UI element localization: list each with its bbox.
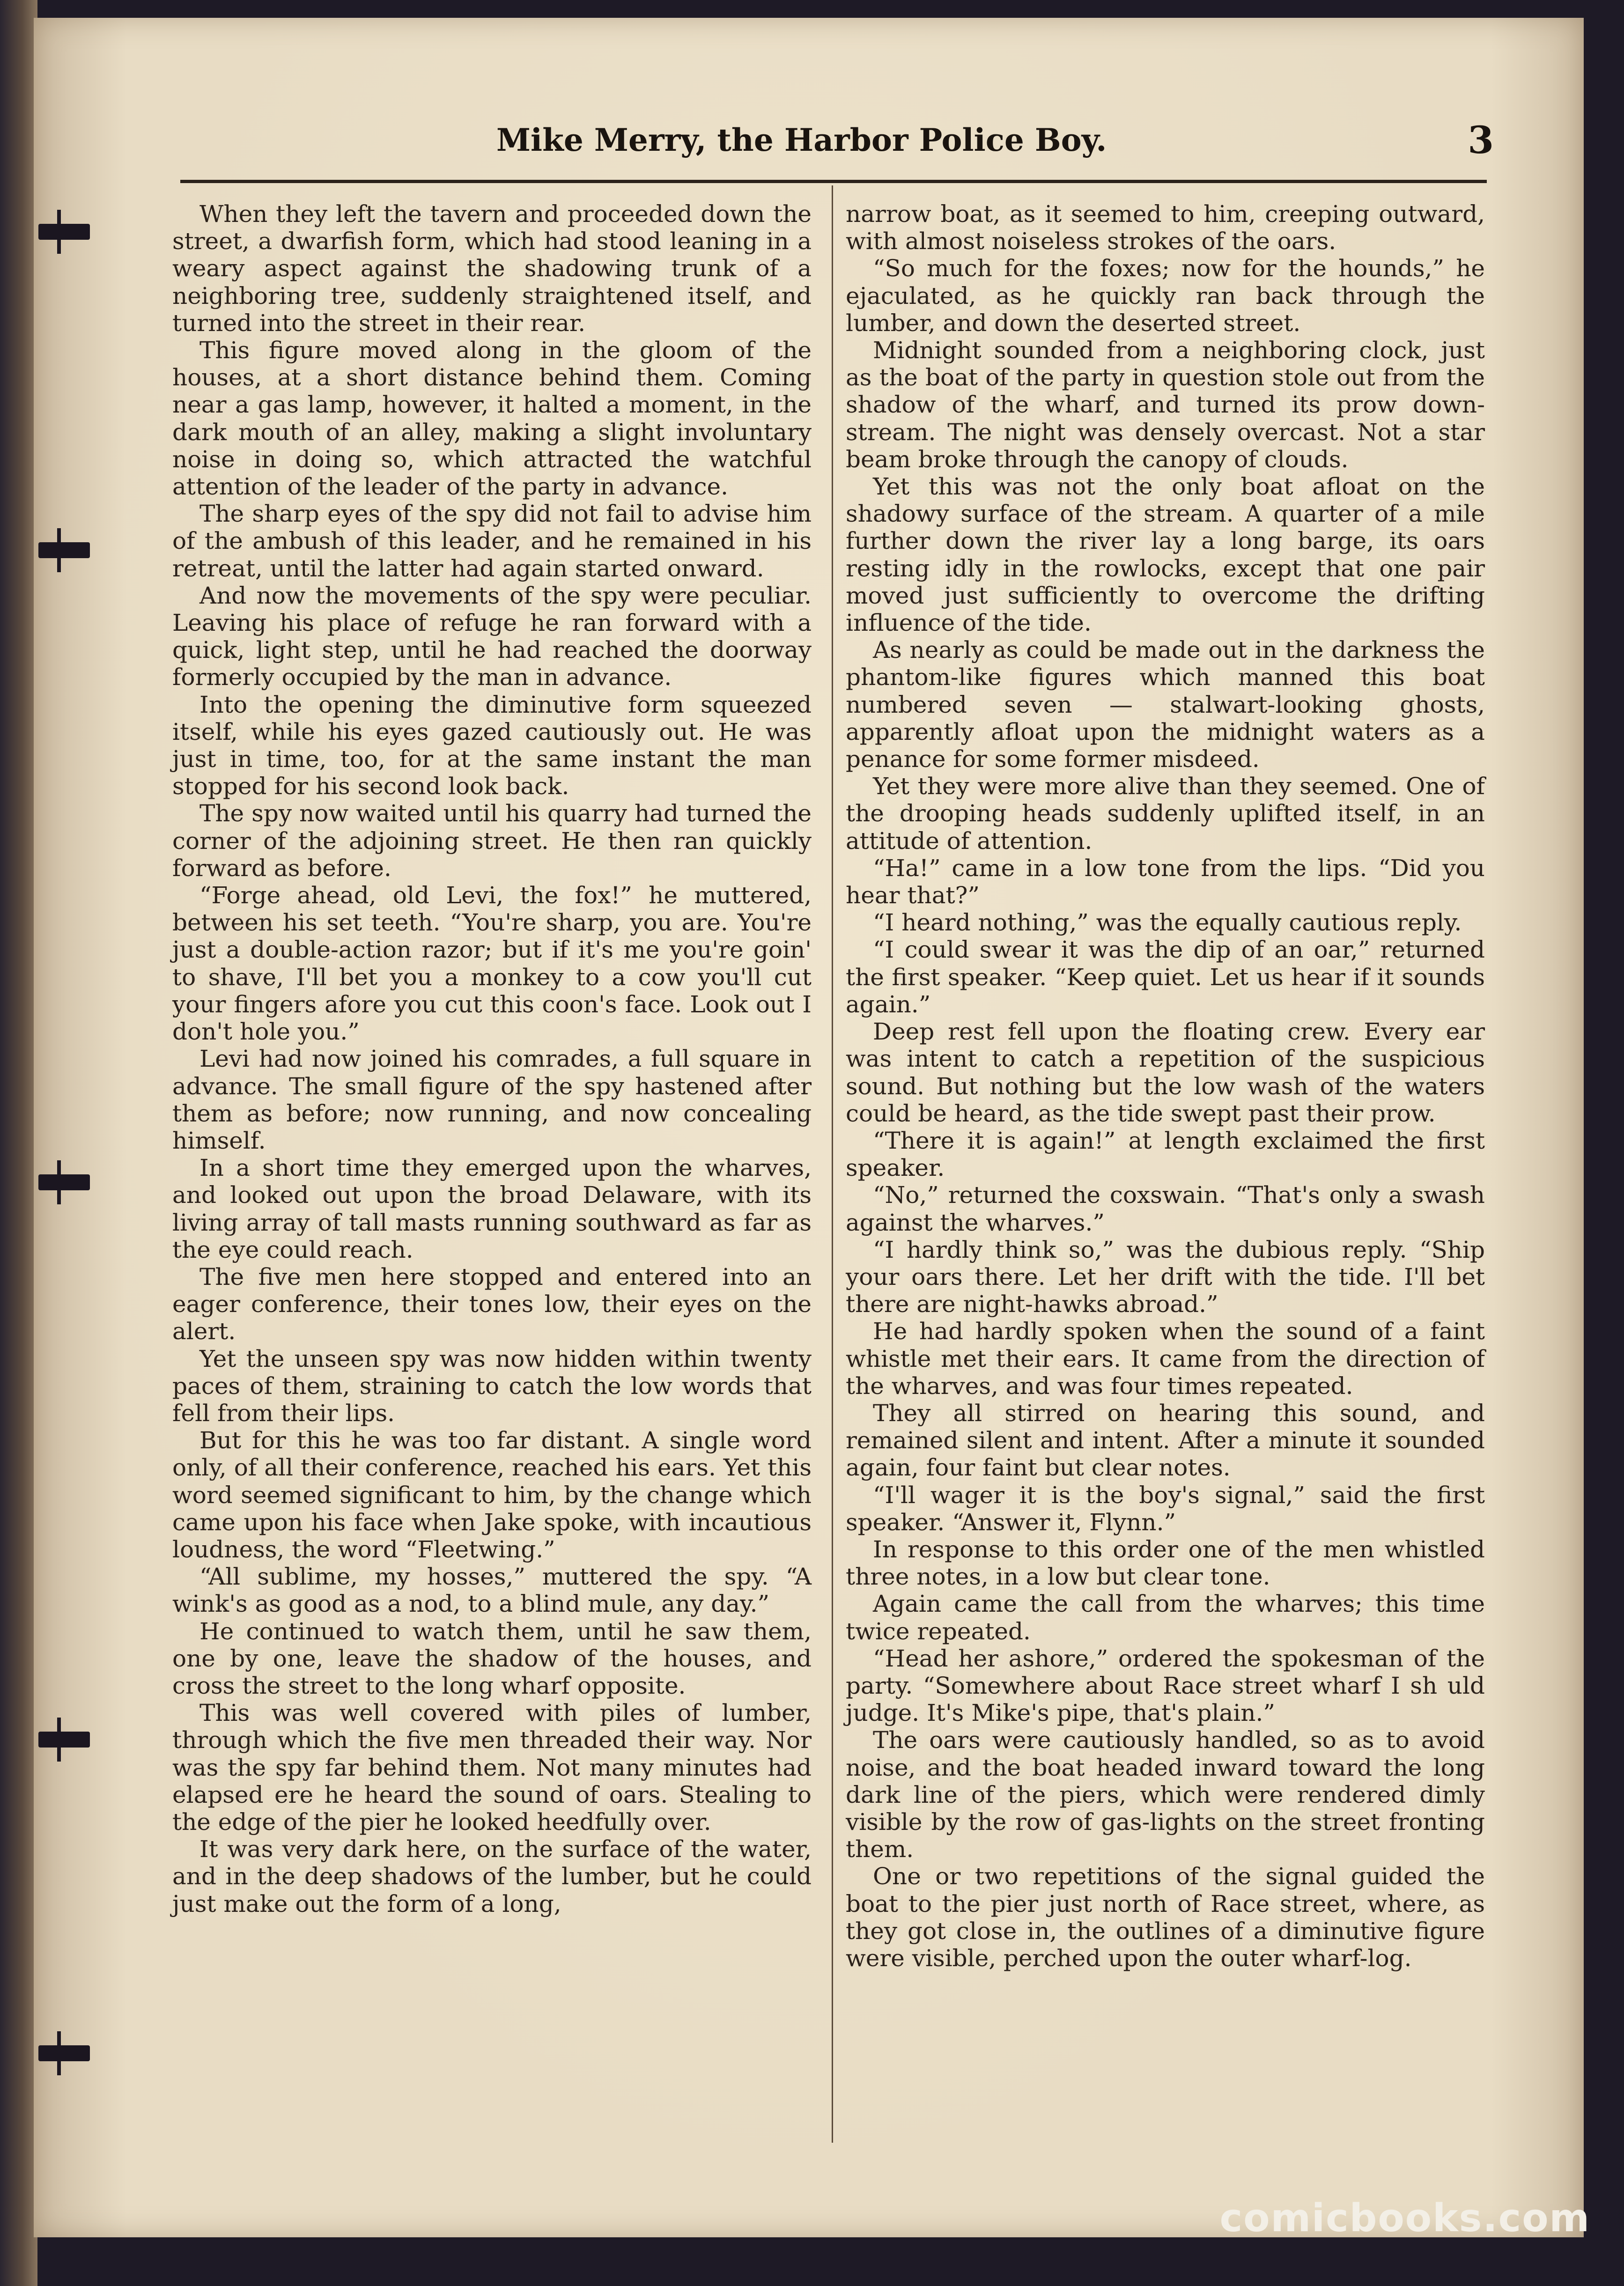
watermark: comicbooks.com	[1219, 2196, 1590, 2241]
paragraph: Deep rest fell upon the floating crew. Every ear was intent to catch a repetition of the suspicious sound. But nothing but the low wash of the waters could be heard, as the tide swept past their prow.	[846, 1018, 1485, 1127]
paragraph: Again came the call from the wharves; this time twice repeated.	[846, 1590, 1485, 1645]
paragraph: “I heard nothing,” was the equally cautious reply.	[873, 909, 1462, 937]
binding-stitch	[38, 1732, 90, 1748]
paragraph: Yet they were more alive than they seemed. One of the drooping heads suddenly uplifted itself, in an attitude of attention.	[846, 773, 1485, 855]
running-title: Mike Merry, the Harbor Police Boy.	[496, 122, 1107, 158]
paragraph-continuation: narrow boat, as it seemed to him, creeping outward, with almost noiseless strokes of the oars.	[846, 200, 1485, 255]
paragraph: And now the movements of the spy were peculiar. Leaving his place of refuge he ran forward with a quick, light step, until he had reached the doorway formerly occupied by the man in advance.	[172, 582, 812, 691]
header-rule	[180, 180, 1487, 183]
paragraph: “All sublime, my hosses,” muttered the spy. “A wink's as good as a nod, to a blind mule, any day.”	[172, 1563, 812, 1618]
paragraph: He continued to watch them, until he saw them, one by one, leave the shadow of the houses, and cross the street to the long wharf opposite.	[172, 1617, 812, 1699]
paragraph: Into the opening the diminutive form squeezed itself, while his eyes gazed cautiously out. He was just in time, too, for at the same instant the man stopped for his second look back.	[172, 691, 812, 800]
paragraph: In response to this order one of the men whistled three notes, in a low but clear tone.	[846, 1535, 1485, 1591]
paragraph: “So much for the foxes; now for the hounds,” he ejaculated, as he quickly ran back through the lumber, and down the deserted street.	[846, 255, 1485, 337]
paragraph: They all stirred on hearing this sound, and remained silent and intent. After a minute it sounded again, four faint but clear notes.	[846, 1399, 1485, 1482]
paragraph: “I hardly think so,” was the dubious reply. “Ship your oars there. Let her drift with the tide. I'll bet there are night-hawks abroad.”	[846, 1236, 1485, 1318]
page-binding	[0, 0, 37, 2286]
paragraph: “Ha!” came in a low tone from the lips. “Did you hear that?”	[846, 854, 1485, 909]
page-number: 3	[1468, 118, 1494, 162]
paragraph: Yet the unseen spy was now hidden within twenty paces of them, straining to catch the low words that fell from their lips.	[172, 1345, 812, 1427]
paragraph: But for this he was too far distant. A single word only, of all their conference, reached his ears. Yet this word seemed significant to him, by the change which came upon his face when Jake spoke, with incautious loudness, the word “Fleetwing.”	[172, 1427, 812, 1563]
paragraph: Levi had now joined his comrades, a full square in advance. The small figure of the spy hastened after them as before; now running, and now concealing himself.	[172, 1045, 812, 1154]
paragraph: “Head her ashore,” ordered the spokesman of the party. “Somewhere about Race street wharf I sh uld judge. It's Mike's pipe, that's plain.”	[846, 1644, 1485, 1727]
paragraph: This figure moved along in the gloom of the houses, at a short distance behind them. Coming near a gas lamp, however, it halted a moment, in the dark mouth of an alley, making a slight involuntary noise in doing so, which attracted the watchful attention of the leader of the party in advance.	[172, 337, 812, 501]
right-column	[846, 200, 1485, 1972]
paragraph: “There it is again!” at length exclaimed the first speaker.	[846, 1127, 1485, 1182]
paragraph: “I'll wager it is the boy's signal,” said the first speaker. “Answer it, Flynn.”	[846, 1481, 1485, 1536]
binding-stitch	[38, 224, 90, 240]
paragraph: Yet this was not the only boat afloat on the shadowy surface of the stream. A quarter of a mile further down the river lay a long barge, its oars resting idly in the rowlocks, except that one pair moved just sufficiently to overcome the drifting influence of the tide.	[846, 473, 1485, 637]
running-header	[496, 112, 1494, 169]
paragraph: Midnight sounded from a neighboring clock, just as the boat of the party in question stole out from the shadow of the wharf, and turned its prow down-stream. The night was densely overcast. Not a star beam broke through the canopy of clouds.	[846, 337, 1485, 473]
paragraph: This was well covered with piles of lumber, through which the five men threaded their way. Nor was the spy far behind them. Not many minutes had elapsed ere he heard the sound of oars. Stealing to the edge of the pier he looked heedfully over.	[172, 1699, 812, 1836]
paragraph: “I could swear it was the dip of an oar,” returned the first speaker. “Keep quiet. Let us hear if it sounds again.”	[846, 936, 1485, 1018]
paragraph: The spy now waited until his quarry had turned the corner of the adjoining street. He then ran quickly forward as before.	[172, 800, 812, 882]
paragraph: The sharp eyes of the spy did not fail to advise him of the ambush of this leader, and he remained in his retreat, until the latter had again started onward.	[172, 500, 812, 582]
paragraph: In a short time they emerged upon the wharves, and looked out upon the broad Delaware, with its living array of tall masts running southward as far as the eye could reach.	[172, 1154, 812, 1263]
paragraph: It was very dark here, on the surface of the water, and in the deep shadows of the lumber, but he could just make out the form of a long,	[172, 1836, 812, 1917]
paragraph: The five men here stopped and entered into an eager conference, their tones low, their eyes on the alert.	[172, 1263, 812, 1345]
paragraph: When they left the tavern and proceeded down the street, a dwarfish form, which had stood leaning in a weary aspect against the shadowing trunk of a neighboring tree, suddenly straightened itself, and turned into the street in their rear.	[172, 200, 812, 337]
paragraph: As nearly as could be made out in the darkness the phantom-like figures which manned this boat numbered seven — stalwart-looking ghosts, apparently afloat upon the midnight waters as a penance for some former misdeed.	[846, 636, 1485, 773]
paragraph: The oars were cautiously handled, so as to avoid noise, and the boat headed inward toward the long dark line of the piers, which were rendered dimly visible by the row of gas-lights on the street fronting them.	[846, 1726, 1485, 1863]
paragraph: He had hardly spoken when the sound of a faint whistle met their ears. It came from the direction of the wharves, and was four times repeated.	[846, 1318, 1485, 1400]
binding-stitch	[38, 2045, 90, 2061]
binding-stitch	[38, 542, 90, 558]
left-column	[172, 200, 812, 1917]
binding-stitch	[38, 1174, 90, 1190]
paragraph: “No,” returned the coxswain. “That's only a swash against the wharves.”	[846, 1181, 1485, 1236]
paragraph: One or two repetitions of the signal guided the boat to the pier just north of Race street, where, as they got close in, the outlines of a diminutive figure were visible, perched upon the outer wharf-log.	[846, 1863, 1485, 1972]
paragraph: “Forge ahead, old Levi, the fox!” he muttered, between his set teeth. “You're sharp, you are. You're just a double-action razor; but if it's me you're goin' to shave, I'll bet you a monkey to a cow you'll cut your fingers afore you cut this coon's face. Look out I don't hole you.”	[172, 882, 812, 1046]
column-divider	[832, 185, 833, 2143]
